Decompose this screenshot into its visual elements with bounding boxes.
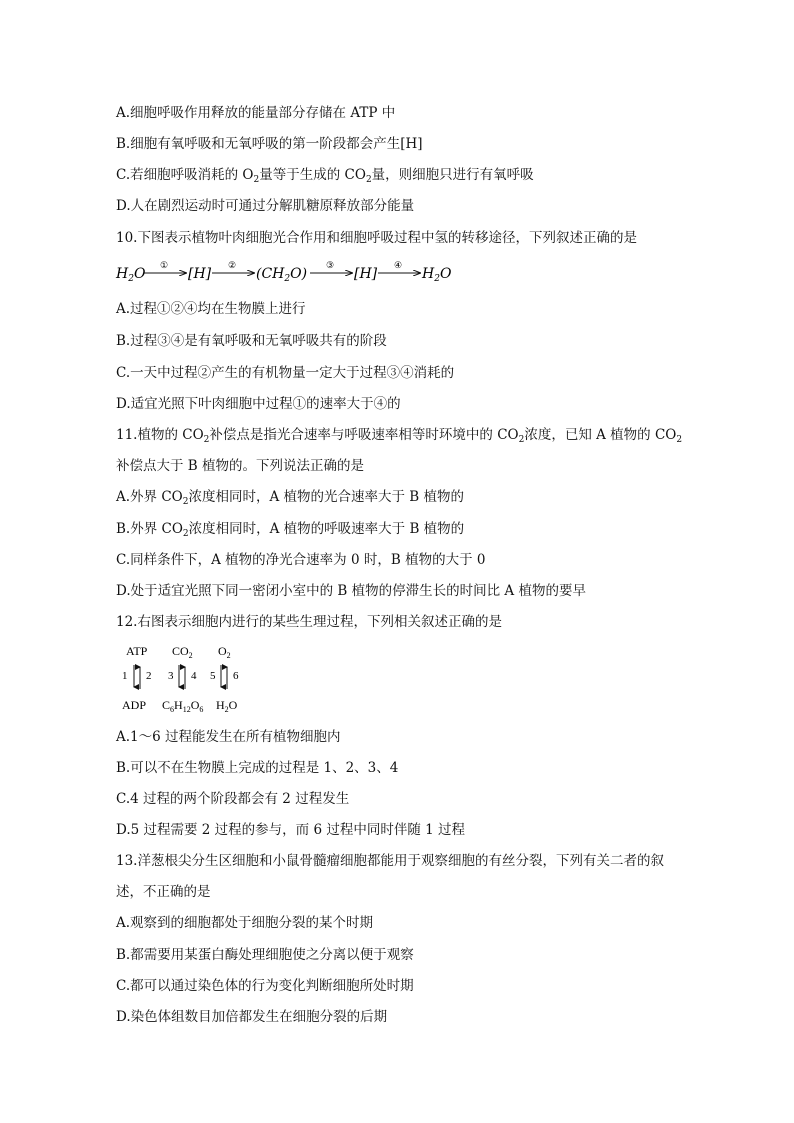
subscript: 2: [518, 435, 525, 445]
eq-term-h2o: $H_2O$: [116, 266, 146, 284]
q11-option-d: D.处于适宜光照下同一密闭小室中的 B 植物的停滞生长的时间比 A 植物的要早: [116, 583, 586, 599]
diagram-step-5: 5: [210, 670, 216, 682]
q9-c-text-3: 量，则细胞只进行有氧呼吸: [371, 167, 534, 183]
diagram-step-6: 6: [233, 670, 239, 682]
diagram-label-adp: ADP: [122, 698, 147, 712]
q11-b-text-2: 浓度相同时，A 植物的呼吸速率大于 B 植物的: [188, 521, 465, 537]
q13-option-c: C.都可以通过染色体的行为变化判断细胞所处时期: [116, 978, 414, 994]
eq-step-3-label: ③: [326, 261, 335, 271]
q13-option-a: A.观察到的细胞都处于细胞分裂的某个时期: [116, 915, 374, 931]
q11-stem-line-2: 补偿点大于 B 植物的。下列说法正确的是: [116, 458, 365, 474]
q11-stem-text-1: 11.植物的 CO: [116, 427, 204, 443]
q10-option-b: B.过程③④是有氧呼吸和无氧呼吸共有的阶段: [116, 333, 387, 349]
subscript: 2: [182, 529, 189, 539]
q9-option-a: A.细胞呼吸作用释放的能量部分存储在 ATP 中: [116, 105, 396, 121]
subscript: 2: [253, 175, 260, 185]
q11-a-text-2: 浓度相同时，A 植物的光合速率大于 B 植物的: [188, 489, 465, 505]
eq-step-1-label: ①: [160, 261, 169, 271]
q13-stem-line-1: 13.洋葱根尖分生区细胞和小鼠骨髓瘤细胞都能用于观察细胞的有丝分裂，下列有关二者的叙: [116, 853, 664, 869]
diagram-step-3: 3: [168, 670, 174, 682]
q9-option-c: [116, 166, 534, 184]
eq-term-h2o-final: $H_2O$: [422, 266, 452, 284]
q11-b-text-1: B.外界 CO: [116, 521, 183, 537]
diagram-label-water: $H_2O$: [216, 698, 238, 714]
q12-option-b: B.可以不在生物膜上完成的过程是 1、2、3、4: [116, 760, 399, 776]
diagram-step-2: 2: [146, 670, 152, 682]
q11-option-b: [116, 520, 464, 538]
q12-process-diagram: [118, 643, 258, 715]
q10-stem: 10.下图表示植物叶肉细胞光合作用和细胞呼吸过程中氢的转移途径，下列叙述正确的是: [116, 230, 637, 246]
q13-option-b: B.都需要用某蛋白酶处理细胞使之分离以便于观察: [116, 947, 414, 963]
subscript: 2: [182, 497, 189, 507]
q12-option-d: D.5 过程需要 2 过程的参与，而 6 过程中同时伴随 1 过程: [116, 822, 466, 838]
q9-option-d: D.人在剧烈运动时可通过分解肌糖原释放部分能量: [116, 198, 415, 214]
q10-option-d: D.适宜光照下叶肉细胞中过程①的速率大于④的: [116, 396, 401, 412]
eq-term-h-2: [H]: [354, 266, 378, 282]
subscript: 2: [203, 435, 210, 445]
diagram-label-atp: ATP: [126, 644, 148, 658]
eq-step-4-label: ④: [394, 261, 403, 271]
eq-term-h-1: [H]: [188, 266, 212, 282]
diagram-step-1: 1: [122, 670, 128, 682]
q11-option-c: C.同样条件下，A 植物的净光合速率为 0 时，B 植物的大于 0: [116, 552, 486, 568]
q10-option-a: A.过程①②④均在生物膜上进行: [116, 301, 306, 317]
eq-term-ch2o: $(CH_2O)$: [256, 266, 308, 284]
subscript: 2: [365, 175, 372, 185]
q9-option-b: B.细胞有氧呼吸和无氧呼吸的第一阶段都会产生[H]: [116, 136, 423, 152]
diagram-label-co2: $CO_2$: [172, 644, 193, 660]
eq-step-2-label: ②: [228, 261, 237, 271]
q11-stem-text-3: 浓度，已知 A 植物的 CO: [524, 427, 677, 443]
diagram-label-o2: $O_2$: [218, 644, 231, 660]
q9-c-text-2: 量等于生成的 CO: [259, 167, 366, 183]
q11-stem-line-1: [116, 426, 682, 444]
q13-stem-line-2: 述，不正确的是: [116, 884, 211, 900]
diagram-svg: [118, 643, 258, 715]
q9-c-text-1: C.若细胞呼吸消耗的 O: [116, 167, 254, 183]
equation-svg: [116, 262, 476, 284]
q12-stem: 12.右图表示细胞内进行的某些生理过程，下列相关叙述正确的是: [116, 614, 502, 630]
q10-option-c: C.一天中过程②产生的有机物量一定大于过程③④消耗的: [116, 365, 455, 381]
q11-stem-text-2: 补偿点是指光合速率与呼吸速率相等时环境中的 CO: [209, 427, 519, 443]
diagram-step-4: 4: [191, 670, 197, 682]
diagram-label-glucose: $C_6H_{12}O_6$: [162, 698, 204, 714]
q11-a-text-1: A.外界 CO: [116, 489, 183, 505]
q13-option-d: D.染色体组数目加倍都发生在细胞分裂的后期: [116, 1009, 388, 1025]
q12-option-c: C.4 过程的两个阶段都会有 2 过程发生: [116, 791, 350, 807]
q10-hydrogen-pathway-equation: [116, 262, 476, 284]
q12-option-a: A.1～6 过程能发生在所有植物细胞内: [116, 729, 341, 745]
q11-option-a: [116, 488, 464, 506]
subscript: 2: [676, 435, 683, 445]
